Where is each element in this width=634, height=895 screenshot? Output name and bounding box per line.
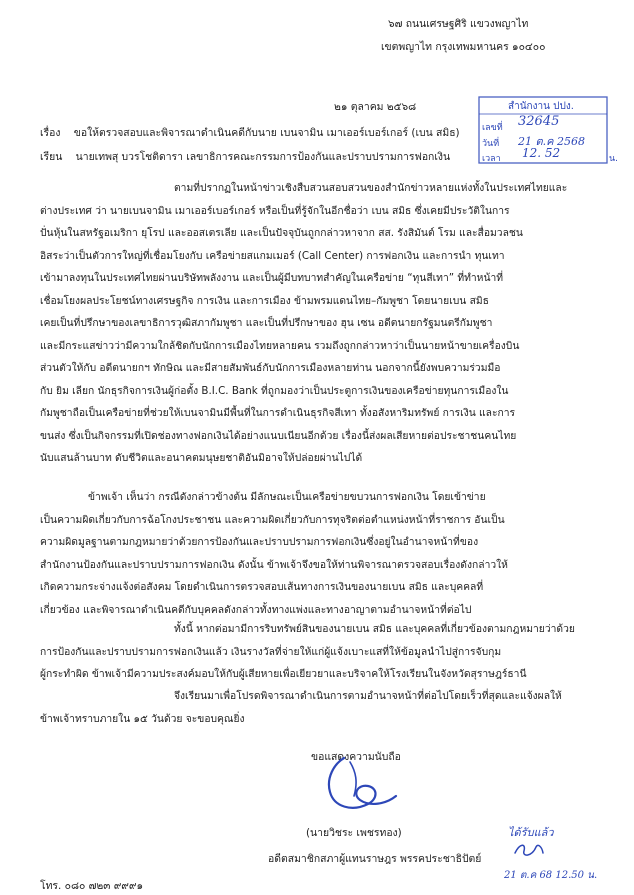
paragraph-line: เป็นความผิดเกี่ยวกับการฉ้อโกงประชาชน และความผิดเกี่ยวกับการทุจริตต่อตำแหน่งหน้าที่ราชการ อันเป็น [40, 513, 505, 526]
signer-name: (นายวิชระ เพชรทอง) [306, 827, 402, 839]
body-paragraph-2 [40, 486, 508, 621]
stamp-time: 12. 52 [522, 146, 561, 160]
received-stamp [478, 96, 618, 166]
stamp-number-label: เลขที่ [482, 123, 503, 133]
stamp-time-unit: น. [609, 154, 619, 164]
paragraph-line: การป้องกันและปราบปรามการฟอกเงินแล้ว เงินรางวัลที่จ่ายให้แก่ผู้แจ้งเบาะแสที่ให้ข้อมูลนำไปสู่การจับกุม [40, 645, 502, 658]
paragraph-line: กับ ยิม เลียก นักธุรกิจการเงินผู้ก่อตั้ง B.I.C. Bank ที่ถูกมองว่าเป็นประตูการเงินของเครือข่ายทุนการเมืองใน [40, 384, 509, 397]
stamp-office: สำนักงาน ปปง. [508, 101, 574, 112]
recipient-text: นายเทพสุ บวรโชติดารา เลขาธิการคณะกรรมการป้องกันและปราบปรามการฟอกเงิน [75, 151, 451, 163]
body-paragraph-1 [40, 177, 567, 470]
paragraph-line: ข้าพเจ้า เห็นว่า กรณีดังกล่าวข้างต้น มีลักษณะเป็นเครือข่ายขบวนการฟอกเงิน โดยเข้าข่าย [88, 491, 486, 503]
paragraph-line: เกี่ยวข้อง และพิจารณาดำเนินคดีกับบุคคลดังกล่าวทั้งทางแพ่งและทางอาญาตามอำนาจหน้าที่ต่อไป [40, 603, 472, 616]
paragraph-line: เข้ามาลงทุนในประเทศไทยผ่านบริษัทพลังงาน และเป็นผู้มีบทบาทสำคัญในเครือข่าย “ทุนสีเทา” ที่ทำหน้าที่ [40, 272, 504, 284]
paragraph-line: นับแสนล้านบาท ดับชีวิตและอนาคตมนุษยชาติอันมิอาจให้ปล่อยผ่านไปได้ [40, 452, 363, 464]
paragraph-line: เกิดความกระจ่างแจ้งต่อสังคม โดยดำเนินการตรวจสอบเส้นทางการเงินของนายเบน สมิธ และบุคคลที่ [40, 581, 484, 593]
paragraph-line: ต่างประเทศ ว่า นายเบนจามิน เมาเออร์เบอร์เกอร์ หรือเป็นที่รู้จักในอีกชื่อว่า เบน สมิธ ซึ่งเคยมีประวัติในการ [40, 204, 510, 217]
phone-number: โทร. ๐๘๐ ๗๒๓ ๙๙๙๑ [40, 880, 144, 892]
paragraph-line: อิสระว่าเป็นตัวการใหญ่ที่เชื่อมโยงกับ เครือข่ายสแกมเมอร์ (Call Center) การฟอกเงิน และการนำ ทุนเทา [40, 249, 505, 262]
received-note-line3: 21 ต.ค 68 12.50 น. [504, 870, 598, 881]
subject-label: เรื่อง [40, 127, 61, 139]
sender-address-line1: ๖๗ ถนนเศรษฐศิริ แขวงพญาไท [388, 18, 529, 30]
paragraph-line: ตามที่ปรากฏในหน้าข่าวเชิงสืบสวนสอบสวนของสำนักข่าวหลายแห่งทั้งในประเทศไทยและ [174, 182, 568, 194]
signature-icon [316, 752, 406, 822]
initials-icon [512, 841, 546, 859]
subject-text: ขอให้ตรวจสอบและพิจารณาดำเนินคดีกับนาย เบนจามิน เมาเออร์เบอร์เกอร์ (เบน สมิธ) [73, 127, 460, 139]
stamp-date-label: วันที่ [482, 139, 500, 149]
body-paragraph-4 [40, 685, 562, 730]
sender-address-line2: เขตพญาไท กรุงเทพมหานคร ๑๐๔๐๐ [381, 41, 546, 53]
received-note-line1: ได้รับแล้ว [508, 826, 554, 839]
stamp-time-label: เวลา [482, 154, 501, 164]
stamp-number: 32645 [518, 114, 560, 129]
paragraph-line: ทั้งนี้ หากต่อมามีการริบทรัพย์สินของนายเบน สมิธ และบุคคลที่เกี่ยวข้องตามกฎหมายว่าด้วย [174, 623, 575, 635]
signer-title: อดีตสมาชิกสภาผู้แทนราษฎร พรรคประชาธิปัตย์ [268, 853, 482, 865]
stamp-date: 21 ต.ค 2568 [518, 135, 585, 148]
paragraph-line: ข้าพเจ้าทราบภายใน ๑๕ วันด้วย จะขอบคุณยิ่ง [40, 712, 245, 725]
recipient-label: เรียน [40, 151, 63, 163]
paragraph-line: ปั่นหุ้นในสหรัฐอเมริกา ยุโรป และออสเตรเลีย และเป็นปัจจุบันถูกกล่าวหาจาก สส. รังสิมันต์ โรม และสื่อมวลชน [40, 227, 523, 239]
paragraph-line: เคยเป็นที่ปรึกษาของเลขาธิการวุฒิสภากัมพูชา และเป็นที่ปรึกษาของ ฮุน เซน อดีตนายกรัฐมนตรีกัมพูชา [40, 317, 493, 329]
paragraph-line: ขนส่ง ซึ่งเป็นกิจกรรมที่เปิดช่องทางฟอกเงินได้อย่างแนบเนียนอีกด้วย เรื่องนี้ส่งผลเสียหายต่อประชาชนคนไทย [40, 429, 517, 442]
letter-date: ๒๑ ตุลาคม ๒๕๖๘ [334, 101, 417, 113]
closing: ขอแสดงความนับถือ [311, 751, 401, 763]
paragraph-line: เชื่อมโยงผลประโยชน์ทางเศรษฐกิจ การเงิน และการเมือง ข้ามพรมแดนไทย–กัมพูชา โดยนายเบน สมิธ [40, 294, 489, 307]
body-paragraph-3 [40, 618, 575, 686]
paragraph-line: และมีกระแสข่าวว่ามีความใกล้ชิดกับนักการเมืองไทยหลายคน รวมถึงถูกกล่าวหาว่าเป็นนายหน้าขายเครื่องบิน [40, 339, 520, 352]
paragraph-line: สำนักงานป้องกันและปราบปรามการฟอกเงิน ดังนั้น ข้าพเจ้าจึงขอให้ท่านพิจารณาตรวจสอบเรื่องดังกล่าวให้ [40, 558, 508, 571]
paragraph-line: จึงเรียนมาเพื่อโปรดพิจารณาดำเนินการตามอำนาจหน้าที่ต่อไปโดยเร็วที่สุดและแจ้งผลให้ [174, 690, 562, 702]
paragraph-line: ผู้กระทำผิด ข้าพเจ้ามีความประสงค์มอบให้กับผู้เสียหายเพื่อเยียวยาและบริจาคให้โรงเรียนในจังหวัดสุราษฎร์ธานี [40, 668, 527, 680]
subject-line [40, 127, 460, 140]
paragraph-line: ส่วนตัวให้กับ อดีตนายกฯ ทักษิณ และมีสายสัมพันธ์กับนักการเมืองหลายท่าน นอกจากนี้ยังพบความร่วมมือ [40, 362, 501, 374]
paragraph-line: ความผิดมูลฐานตามกฎหมายว่าด้วยการป้องกันและปราบปรามการฟอกเงินซึ่งอยู่ในอำนาจหน้าที่ของ [40, 536, 479, 548]
recipient-line [40, 151, 450, 164]
paragraph-line: กัมพูชาถือเป็นเครือข่ายที่ช่วยให้เบนจามินมีพื้นที่ในการดำเนินธุรกิจสีเทา ทั้งอสังหาริมทรัพย์ การเงิน และการ [40, 407, 516, 419]
